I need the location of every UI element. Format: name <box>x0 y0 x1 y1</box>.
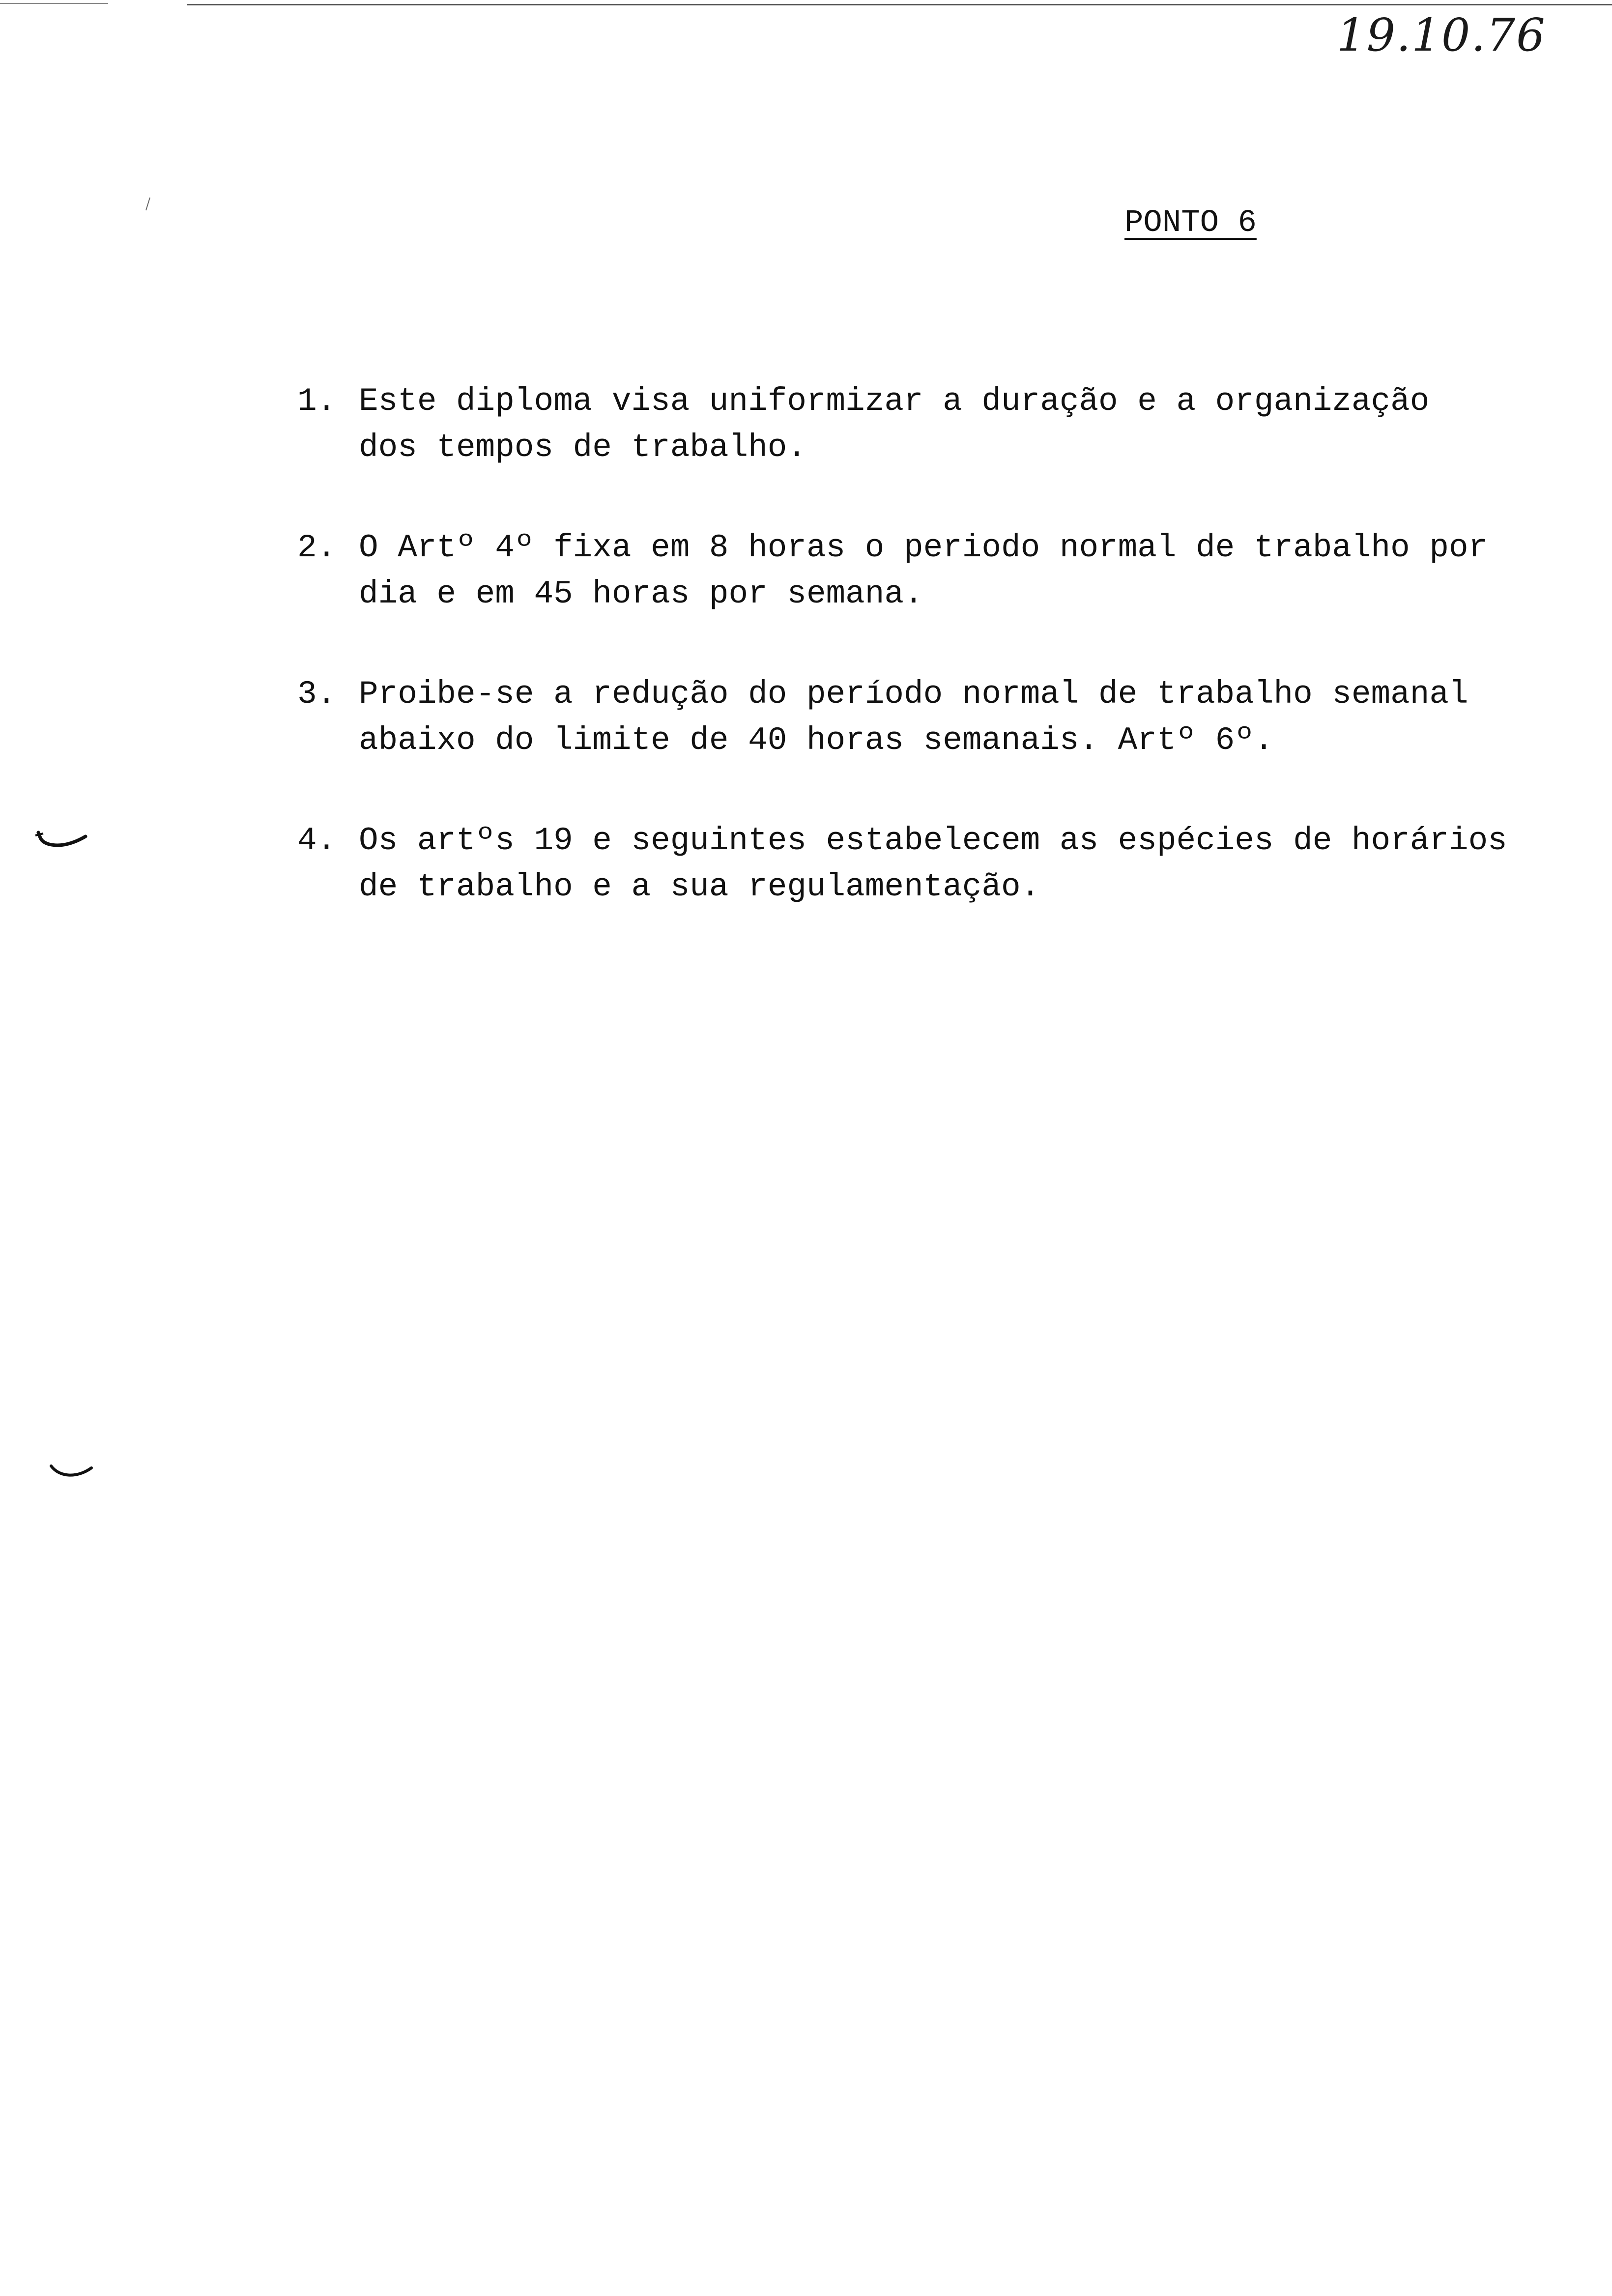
list-item <box>297 525 1555 617</box>
list-item <box>297 671 1555 764</box>
item-number: 4. <box>297 822 337 859</box>
item-text: O Artº 4º fixa em 8 horas o periodo normal de trabalho por dia e em 45 horas por semana. <box>359 529 1488 612</box>
item-number: 3. <box>297 676 337 713</box>
page-heading: PONTO 6 <box>1124 205 1257 241</box>
item-text: Este diploma visa uniformizar a duração e a organização dos tempos de trabalho. <box>359 383 1430 466</box>
item-number: 1. <box>297 383 337 420</box>
pen-tick-mark <box>145 197 151 211</box>
item-text: Proibe-se a redução do período normal de trabalho semanal abaixo do limite de 40 horas semanais. Artº 6º. <box>359 676 1468 759</box>
punch-hole-mark-lower <box>49 1462 93 1482</box>
numbered-list <box>297 378 1555 964</box>
item-number: 2. <box>297 529 337 566</box>
punch-hole-mark-upper <box>34 831 88 850</box>
list-item <box>297 818 1555 910</box>
top-edge-rule <box>187 4 1612 5</box>
top-edge-rule-left <box>0 3 108 4</box>
list-item <box>297 378 1555 471</box>
handwritten-date: 19.10.76 <box>1337 9 1546 61</box>
item-text: Os artºs 19 e seguintes estabelecem as espécies de horários de trabalho e a sua regulamentação. <box>359 822 1507 905</box>
